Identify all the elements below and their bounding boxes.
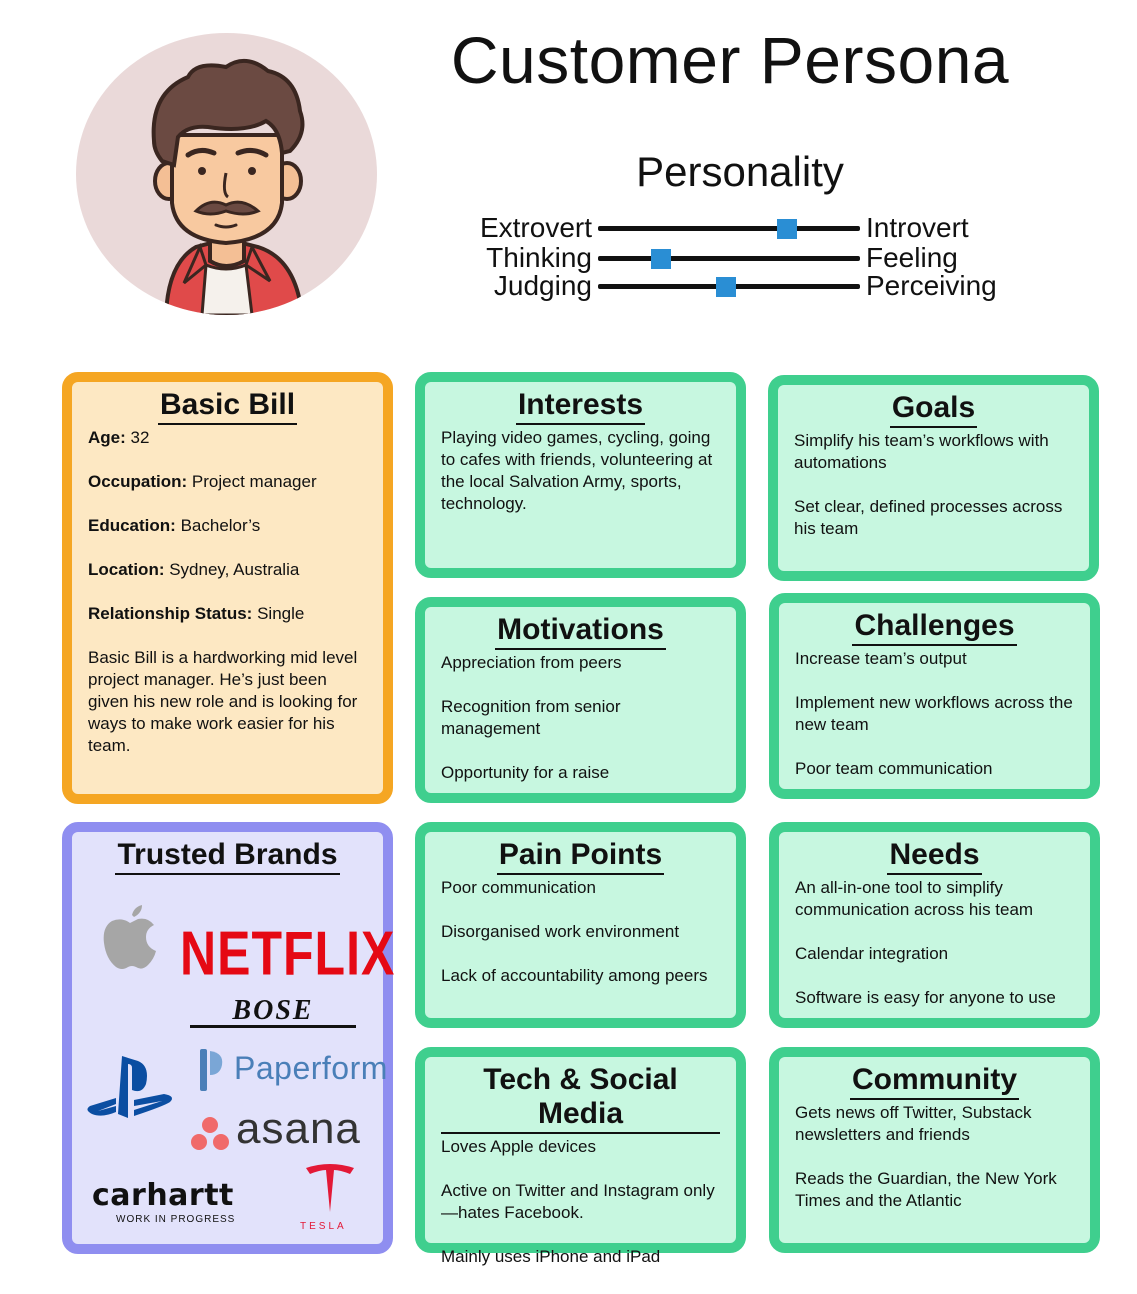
profile-relationship: Relationship Status: Single xyxy=(88,604,305,623)
personality-heading: Personality xyxy=(636,148,844,195)
tech-social-heading: Tech & Social Media xyxy=(441,1063,720,1134)
interests-card xyxy=(415,372,746,578)
challenges-item: Poor team communication xyxy=(795,759,993,778)
asana-logo-icon xyxy=(190,1116,230,1157)
pain-points-item: Poor communication xyxy=(441,878,596,897)
bose-logo: BOSE xyxy=(190,997,356,1028)
motivations-item: Appreciation from peers xyxy=(441,653,622,672)
scale-right-label: Introvert xyxy=(866,212,969,243)
scale-track xyxy=(598,284,860,289)
scale-left-label: Thinking xyxy=(486,242,592,273)
goals-item: Set clear, defined processes across his team xyxy=(794,497,1063,538)
motivations-item: Opportunity for a raise xyxy=(441,763,610,782)
netflix-logo: NETFLIX xyxy=(180,918,396,989)
profile-education: Education: Bachelor’s xyxy=(88,516,261,535)
challenges-item: Implement new workflows across the new team xyxy=(795,693,1073,734)
tech-social-card xyxy=(415,1047,746,1266)
page-title: Customer Persona xyxy=(450,23,1010,97)
scale-marker xyxy=(777,219,797,239)
carhartt-logo: carhartt xyxy=(92,1178,234,1213)
needs-card xyxy=(769,822,1100,1028)
scale-right-label: Perceiving xyxy=(866,270,997,301)
asana-logo: asana xyxy=(236,1104,361,1153)
community-heading: Community xyxy=(850,1063,1019,1100)
scale-track xyxy=(598,256,860,261)
paperform-logo-icon xyxy=(200,1049,224,1096)
apple-logo-icon xyxy=(102,905,158,976)
personality-scale-extrovert-introvert xyxy=(440,214,1040,242)
interests-text: Playing video games, cycling, going to cafes with friends, volunteering at the local Salvation Army, sports, technology. xyxy=(441,428,713,513)
goals-heading: Goals xyxy=(890,391,977,428)
brands-card xyxy=(62,822,396,1254)
challenges-card xyxy=(769,593,1100,799)
profile-age: Age: 32 xyxy=(88,428,150,447)
pain-points-item: Lack of accountability among peers xyxy=(441,966,708,985)
personality-scale-thinking-feeling xyxy=(440,244,1040,272)
profile-card xyxy=(62,372,393,804)
community-item: Reads the Guardian, the New York Times and the Atlantic xyxy=(795,1169,1057,1210)
goals-item: Simplify his team’s workflows with automations xyxy=(794,431,1049,472)
scale-right-label: Feeling xyxy=(866,242,958,273)
needs-item: Software is easy for anyone to use xyxy=(795,988,1056,1007)
profile-location: Location: Sydney, Australia xyxy=(88,560,300,579)
persona-avatar xyxy=(76,33,377,315)
tech-social-item: Mainly uses iPhone and iPad xyxy=(441,1247,661,1266)
pain-points-heading: Pain Points xyxy=(497,838,664,875)
profile-occupation: Occupation: Project manager xyxy=(88,472,317,491)
community-item: Gets news off Twitter, Substack newsletters and friends xyxy=(795,1103,1032,1144)
scale-marker xyxy=(716,277,736,297)
tesla-logo-icon xyxy=(304,1164,356,1217)
tech-social-item: Loves Apple devices xyxy=(441,1137,596,1156)
man-illustration xyxy=(76,33,377,315)
scale-left-label: Extrovert xyxy=(479,212,592,243)
playstation-logo-icon xyxy=(86,1054,176,1127)
tech-social-item: Active on Twitter and Instagram only—hates Facebook. xyxy=(441,1181,715,1222)
pain-points-item: Disorganised work environment xyxy=(441,922,680,941)
goals-card xyxy=(768,375,1099,581)
challenges-heading: Challenges xyxy=(852,609,1016,646)
interests-heading: Interests xyxy=(516,388,645,425)
pain-points-card xyxy=(415,822,746,1028)
motivations-item: Recognition from senior management xyxy=(441,697,621,738)
profile-bio: Basic Bill is a hardworking mid level project manager. He’s just been given his new role and is looking for ways to make work easier for his team. xyxy=(88,648,358,755)
needs-heading: Needs xyxy=(887,838,981,875)
scale-track xyxy=(598,226,860,231)
challenges-item: Increase team’s output xyxy=(795,649,967,668)
tesla-wordmark: TESLA xyxy=(300,1221,347,1232)
scale-marker xyxy=(651,249,671,269)
brand-logos xyxy=(72,832,396,1244)
carhartt-subtitle: WORK IN PROGRESS xyxy=(116,1214,236,1225)
brands-heading: Trusted Brands xyxy=(115,838,339,875)
scale-left-label: Judging xyxy=(493,270,592,301)
motivations-card xyxy=(415,597,746,803)
needs-item: An all-in-one tool to simplify communication across his team xyxy=(795,878,1034,919)
motivations-heading: Motivations xyxy=(495,613,666,650)
personality-scale-judging-perceiving xyxy=(440,272,1040,300)
profile-heading: Basic Bill xyxy=(158,388,297,425)
community-card xyxy=(769,1047,1100,1253)
paperform-logo: Paperform xyxy=(234,1050,388,1086)
needs-item: Calendar integration xyxy=(795,944,949,963)
